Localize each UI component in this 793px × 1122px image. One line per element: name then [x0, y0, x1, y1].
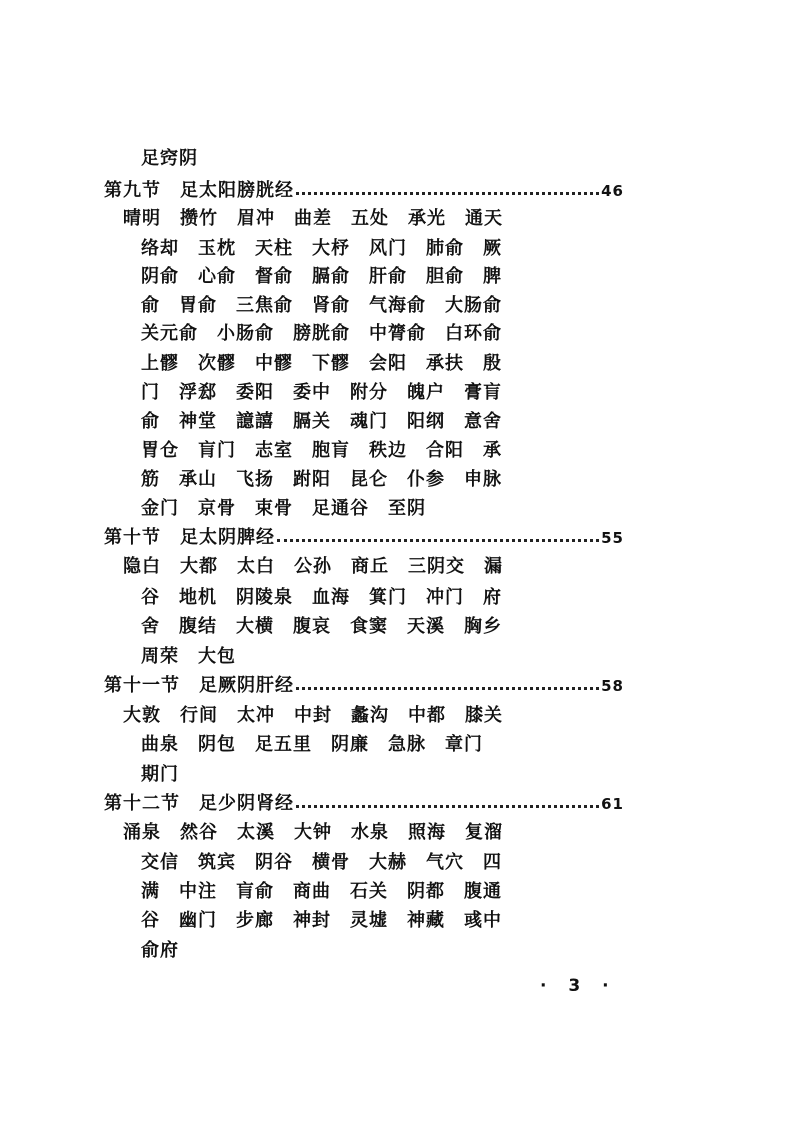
dot-leader: [296, 687, 599, 690]
text-line: 谷 幽门 步廊 神封 灵墟 神藏 彧中: [141, 910, 502, 931]
toc-page-number: 61: [601, 795, 624, 813]
text-line: 足窍阴: [141, 148, 198, 169]
text-line: 俞府: [141, 940, 179, 961]
toc-entry-section-10: [104, 525, 624, 551]
text-line: 关元俞 小肠俞 膀胱俞 中膂俞 白环俞: [141, 323, 502, 344]
toc-entry-section-11: [104, 673, 624, 699]
toc-page-number: 55: [601, 529, 624, 547]
toc-page-number: 46: [601, 182, 624, 200]
toc-title: 第十一节 足厥阴肝经: [104, 675, 294, 696]
text-line: 门 浮郄 委阳 委中 附分 魄户 膏肓: [141, 382, 502, 403]
page-number: · 3 ·: [540, 976, 617, 996]
text-line: 络却 玉枕 天柱 大杼 风门 肺俞 厥: [141, 238, 502, 259]
text-line: 谷 地机 阴陵泉 血海 箕门 冲门 府: [141, 587, 502, 608]
text-line: 隐白 大都 太白 公孙 商丘 三阴交 漏: [123, 556, 503, 577]
toc-page-number: 58: [601, 677, 624, 695]
text-line: 俞 胃俞 三焦俞 肾俞 气海俞 大肠俞: [141, 295, 502, 316]
text-line: 金门 京骨 束骨 足通谷 至阴: [141, 498, 426, 519]
text-line: 曲泉 阴包 足五里 阴廉 急脉 章门: [141, 734, 483, 755]
toc-entry-section-12: [104, 791, 624, 817]
text-line: 胃仓 肓门 志室 胞肓 秩边 合阳 承: [141, 440, 502, 461]
toc-title: 第十二节 足少阴肾经: [104, 793, 294, 814]
text-line: 满 中注 肓俞 商曲 石关 阴都 腹通: [141, 881, 502, 902]
text-line: 俞 神堂 譩譆 膈关 魂门 阳纲 意舍: [141, 411, 502, 432]
dot-leader: [277, 539, 599, 542]
text-line: 大敦 行间 太冲 中封 蠡沟 中都 膝关: [123, 705, 503, 726]
text-line: 涌泉 然谷 太溪 大钟 水泉 照海 复溜: [123, 822, 503, 843]
dot-leader: [296, 192, 599, 195]
toc-title: 第十节 足太阴脾经: [104, 527, 275, 548]
text-line: 舍 腹结 大横 腹哀 食窦 天溪 胸乡: [141, 616, 502, 637]
text-line: 上髎 次髎 中髎 下髎 会阳 承扶 殷: [141, 353, 502, 374]
text-line: 交信 筑宾 阴谷 横骨 大赫 气穴 四: [141, 852, 502, 873]
text-line: 周荣 大包: [141, 646, 236, 667]
toc-title: 第九节 足太阳膀胱经: [104, 180, 294, 201]
text-line: 期门: [141, 764, 179, 785]
text-line: 筋 承山 飞扬 跗阳 昆仑 仆参 申脉: [141, 469, 502, 490]
dot-leader: [296, 805, 599, 808]
text-line: 阴俞 心俞 督俞 膈俞 肝俞 胆俞 脾: [141, 266, 502, 287]
text-line: 晴明 攒竹 眉冲 曲差 五处 承光 通天: [123, 208, 503, 229]
toc-entry-section-9: [104, 178, 624, 204]
